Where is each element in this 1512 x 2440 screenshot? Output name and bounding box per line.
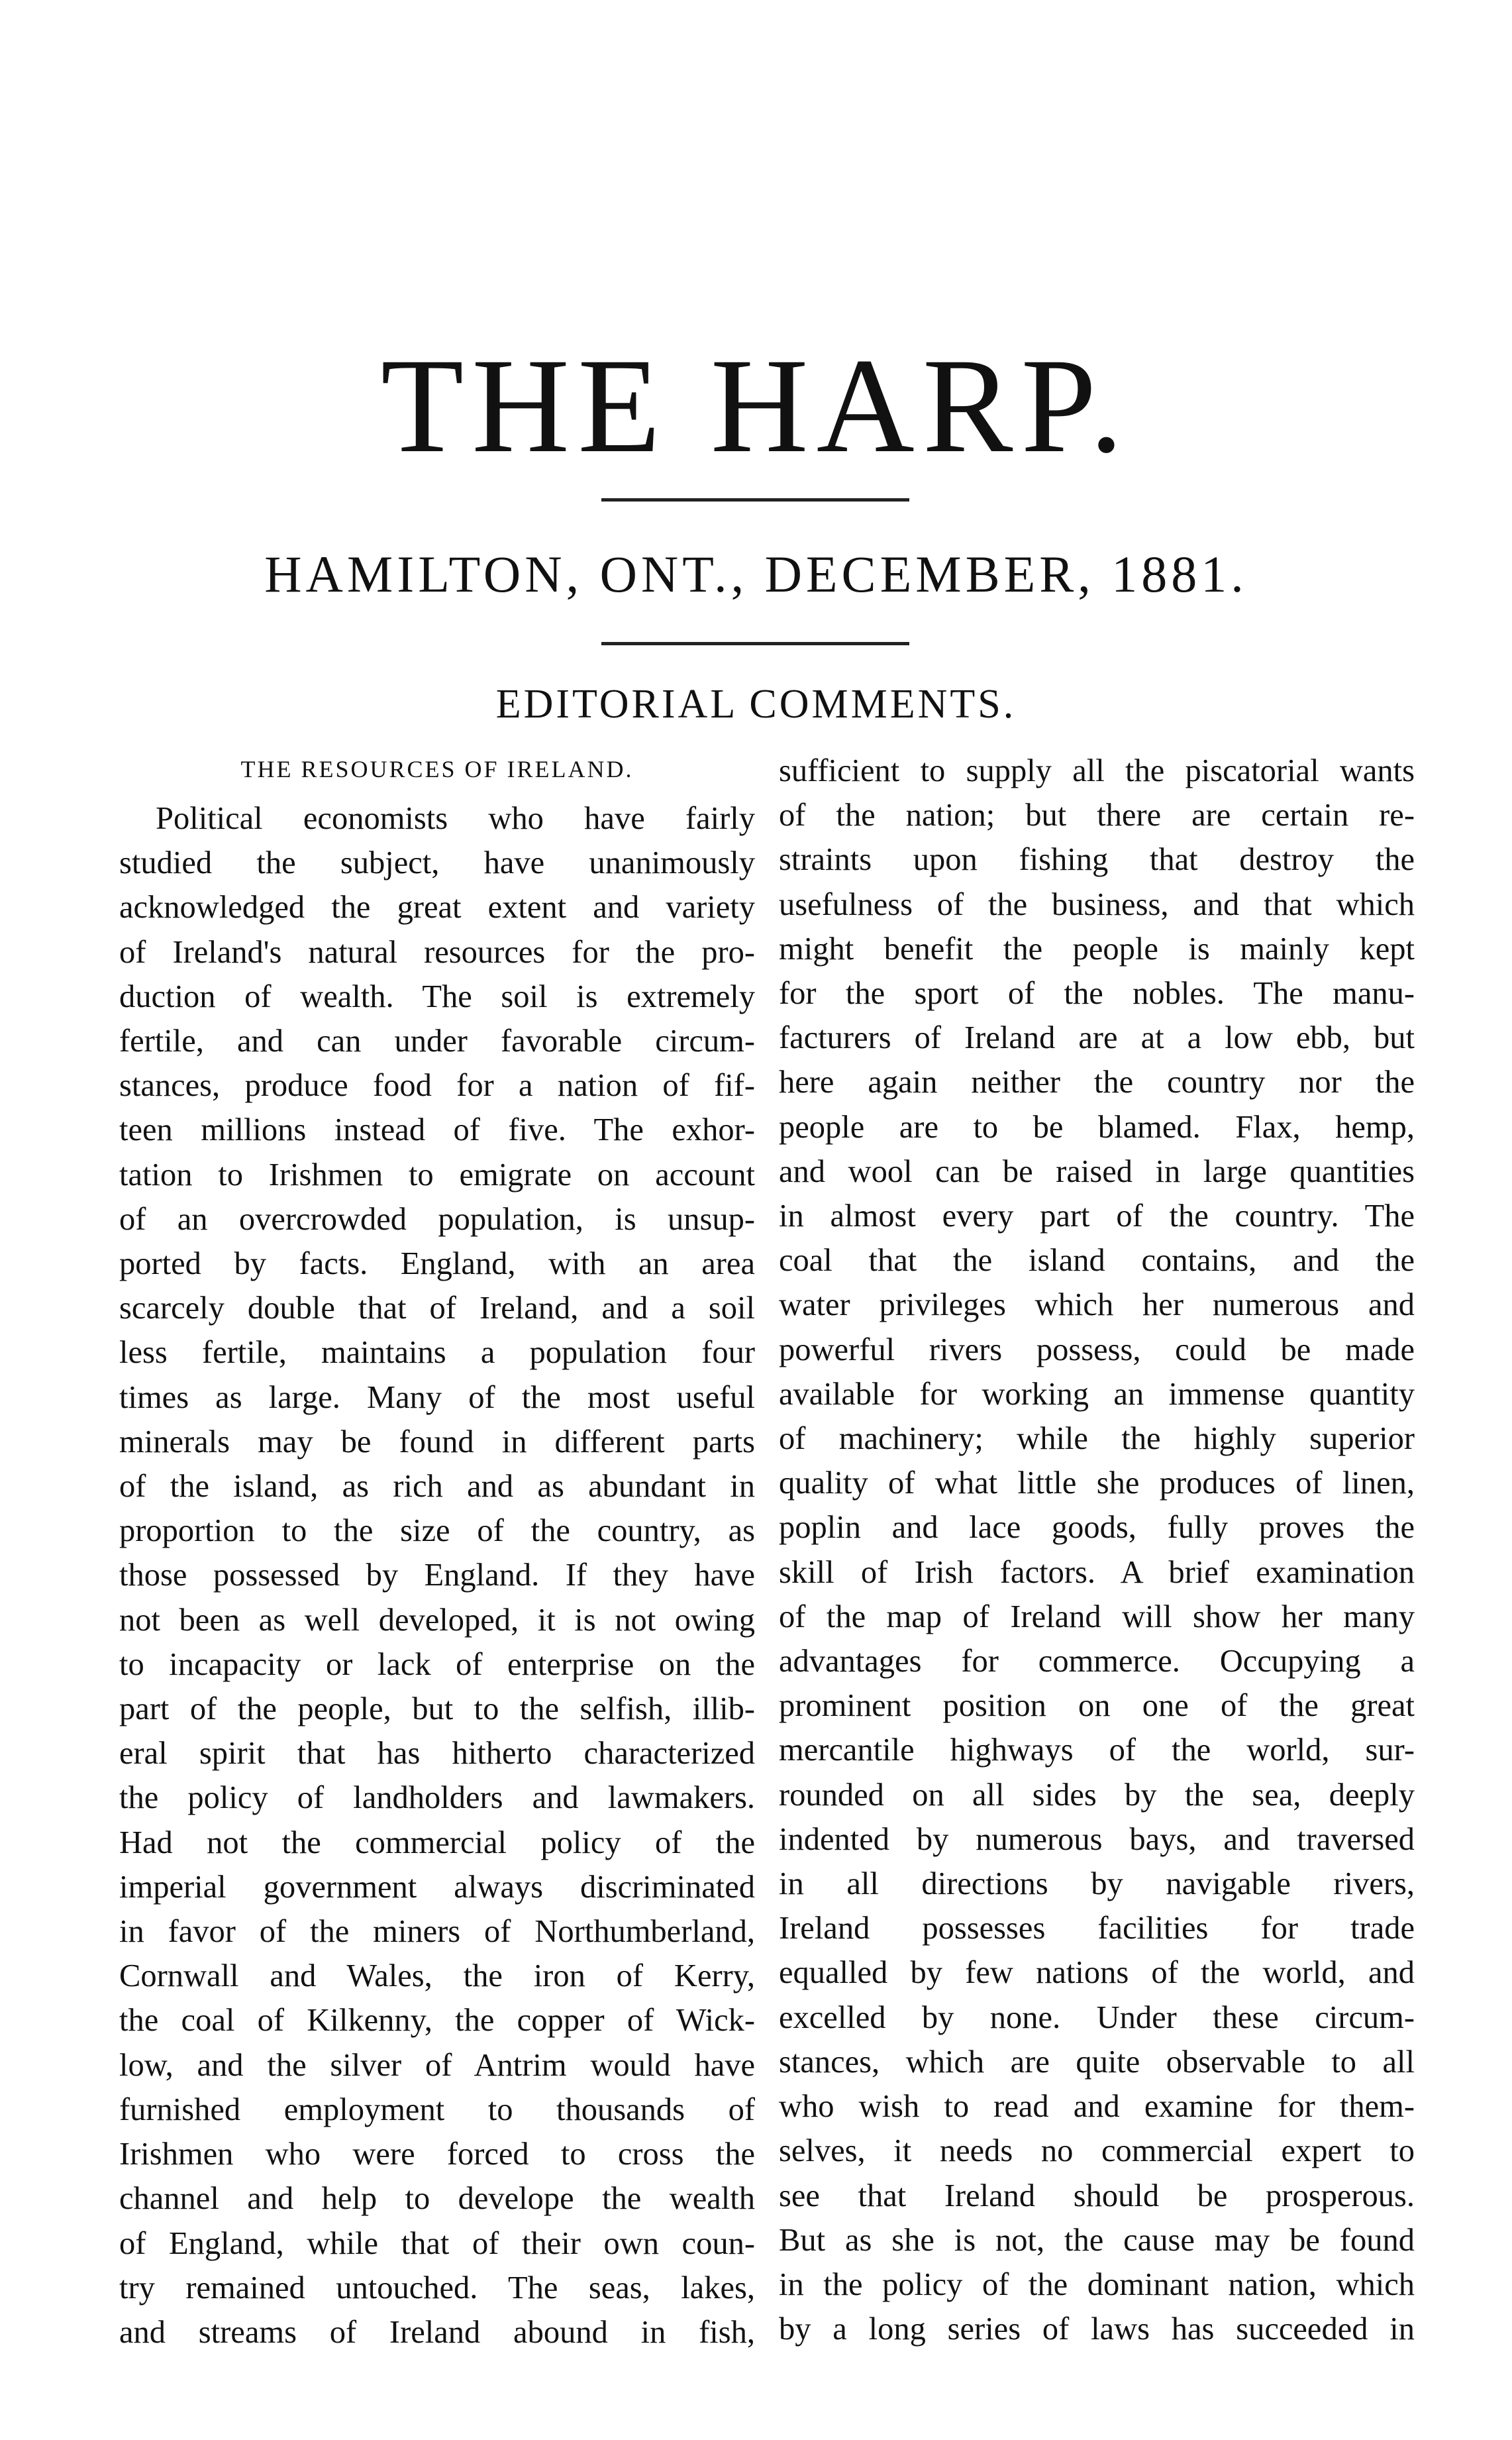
text-line: of the island, as rich and as abundant in: [119, 1469, 755, 1505]
text-line: see that Ireland should be prosperous.: [779, 2178, 1415, 2213]
masthead-rule-top: [601, 498, 909, 502]
text-line: part of the people, but to the selfish, illib-: [119, 1691, 755, 1727]
text-line: in the policy of the dominant nation, which: [779, 2266, 1415, 2302]
section-heading: EDITORIAL COMMENTS.: [495, 682, 1017, 727]
text-line: Cornwall and Wales, the iron of Kerry,: [119, 1958, 755, 1994]
text-line: minerals may be found in different parts: [119, 1424, 755, 1459]
text-line: of England, while that of their own coun-: [119, 2225, 755, 2261]
text-line: proportion to the size of the country, as: [119, 1513, 755, 1549]
text-line: excelled by none. Under these circum-: [779, 1999, 1415, 2035]
text-line: straints upon fishing that destroy the: [779, 842, 1415, 878]
text-line: imperial government always discriminated: [119, 1869, 755, 1905]
text-line: might benefit the people is mainly kept: [779, 931, 1415, 967]
text-line: for the sport of the nobles. The manu-: [779, 976, 1415, 1012]
article-column-right: [779, 749, 1415, 2351]
text-line: here again neither the country nor the: [779, 1065, 1415, 1100]
text-line: channel and help to develope the wealth: [119, 2181, 755, 2217]
text-line: try remained untouched. The seas, lakes,: [119, 2270, 755, 2306]
text-line: people are to be blamed. Flax, hemp,: [779, 1109, 1415, 1145]
text-line: of machinery; while the highly superior: [779, 1421, 1415, 1457]
text-line: in favor of the miners of Northumberland,: [119, 1914, 755, 1950]
text-line: selves, it needs no commercial expert to: [779, 2133, 1415, 2169]
text-line: But as she is not, the cause may be found: [779, 2222, 1415, 2258]
text-line: rounded on all sides by the sea, deeply: [779, 1777, 1415, 1813]
text-line: tation to Irishmen to emigrate on account: [119, 1157, 755, 1193]
text-line: stances, produce food for a nation of fif-: [119, 1068, 755, 1104]
text-line: of an overcrowded population, is unsup-: [119, 1201, 755, 1237]
masthead-rule-bottom: [601, 642, 909, 645]
text-line: ported by facts. England, with an area: [119, 1246, 755, 1282]
text-line: indented by numerous bays, and traversed: [779, 1821, 1415, 1857]
text-line: of Ireland's natural resources for the pro-: [119, 934, 755, 970]
article-body-right: [779, 749, 1415, 2351]
text-line: the policy of landholders and lawmakers.: [119, 1780, 755, 1816]
text-line: Had not the commercial policy of the: [119, 1825, 755, 1860]
article-column-left: [119, 749, 755, 2355]
text-line: quality of what little she produces of linen,: [779, 1465, 1415, 1501]
text-line: available for working an immense quantity: [779, 1376, 1415, 1412]
text-line: scarcely double that of Ireland, and a soil: [119, 1291, 755, 1326]
text-line: not been as well developed, it is not owing: [119, 1602, 755, 1638]
text-line: times as large. Many of the most useful: [119, 1379, 755, 1415]
text-line: Ireland possesses facilities for trade: [779, 1911, 1415, 1946]
text-line: skill of Irish factors. A brief examination: [779, 1554, 1415, 1590]
text-line: water privileges which her numerous and: [779, 1287, 1415, 1323]
text-line: of the map of Ireland will show her many: [779, 1599, 1415, 1634]
article-body-left: [119, 796, 755, 2355]
text-line: advantages for commerce. Occupying a: [779, 1644, 1415, 1679]
text-line: those possessed by England. If they have: [119, 1558, 755, 1593]
text-line: duction of wealth. The soil is extremely: [119, 979, 755, 1014]
text-line: usefulness of the business, and that which: [779, 886, 1415, 922]
text-line: facturers of Ireland are at a low ebb, but: [779, 1020, 1415, 1056]
text-line: and streams of Ireland abound in fish,: [119, 2314, 755, 2350]
text-line: low, and the silver of Antrim would have: [119, 2047, 755, 2083]
text-line: and wool can be raised in large quantities: [779, 1153, 1415, 1189]
text-line: Irishmen who were forced to cross the: [119, 2137, 755, 2172]
text-line: furnished employment to thousands of: [119, 2092, 755, 2127]
text-line: mercantile highways of the world, sur-: [779, 1732, 1415, 1768]
text-line: the coal of Kilkenny, the copper of Wick-: [119, 2003, 755, 2039]
text-line: poplin and lace goods, fully proves the: [779, 1510, 1415, 1546]
text-line: Political economists who have fairly: [156, 801, 755, 836]
text-line: to incapacity or lack of enterprise on the: [119, 1646, 755, 1682]
text-line: coal that the island contains, and the: [779, 1243, 1415, 1279]
text-line: eral spirit that has hitherto characterized: [119, 1736, 755, 1772]
masthead-title: THE HARP.: [380, 331, 1132, 481]
text-line: stances, which are quite observable to all: [779, 2044, 1415, 2080]
text-line: in almost every part of the country. The: [779, 1198, 1415, 1234]
text-line: teen millions instead of five. The exhor-: [119, 1112, 755, 1148]
text-line: who wish to read and examine for them-: [779, 2089, 1415, 2125]
text-line: fertile, and can under favorable circum-: [119, 1024, 755, 1059]
text-line: acknowledged the great extent and variety: [119, 890, 755, 926]
text-line: by a long series of laws has succeeded in: [779, 2311, 1415, 2347]
text-line: of the nation; but there are certain re-: [779, 798, 1415, 833]
text-line: in all directions by navigable rivers,: [779, 1866, 1415, 1902]
text-line: powerful rivers possess, could be made: [779, 1332, 1415, 1367]
article-subhead: THE RESOURCES OF IRELAND.: [240, 756, 634, 782]
dateline: HAMILTON, ONT., DECEMBER, 1881.: [264, 545, 1248, 603]
text-line: equalled by few nations of the world, and: [779, 1955, 1415, 1991]
text-line: less fertile, maintains a population four: [119, 1335, 755, 1371]
text-line: sufficient to supply all the piscatorial wants: [779, 753, 1415, 788]
text-line: prominent position on one of the great: [779, 1688, 1415, 1724]
text-line: studied the subject, have unanimously: [119, 845, 755, 881]
